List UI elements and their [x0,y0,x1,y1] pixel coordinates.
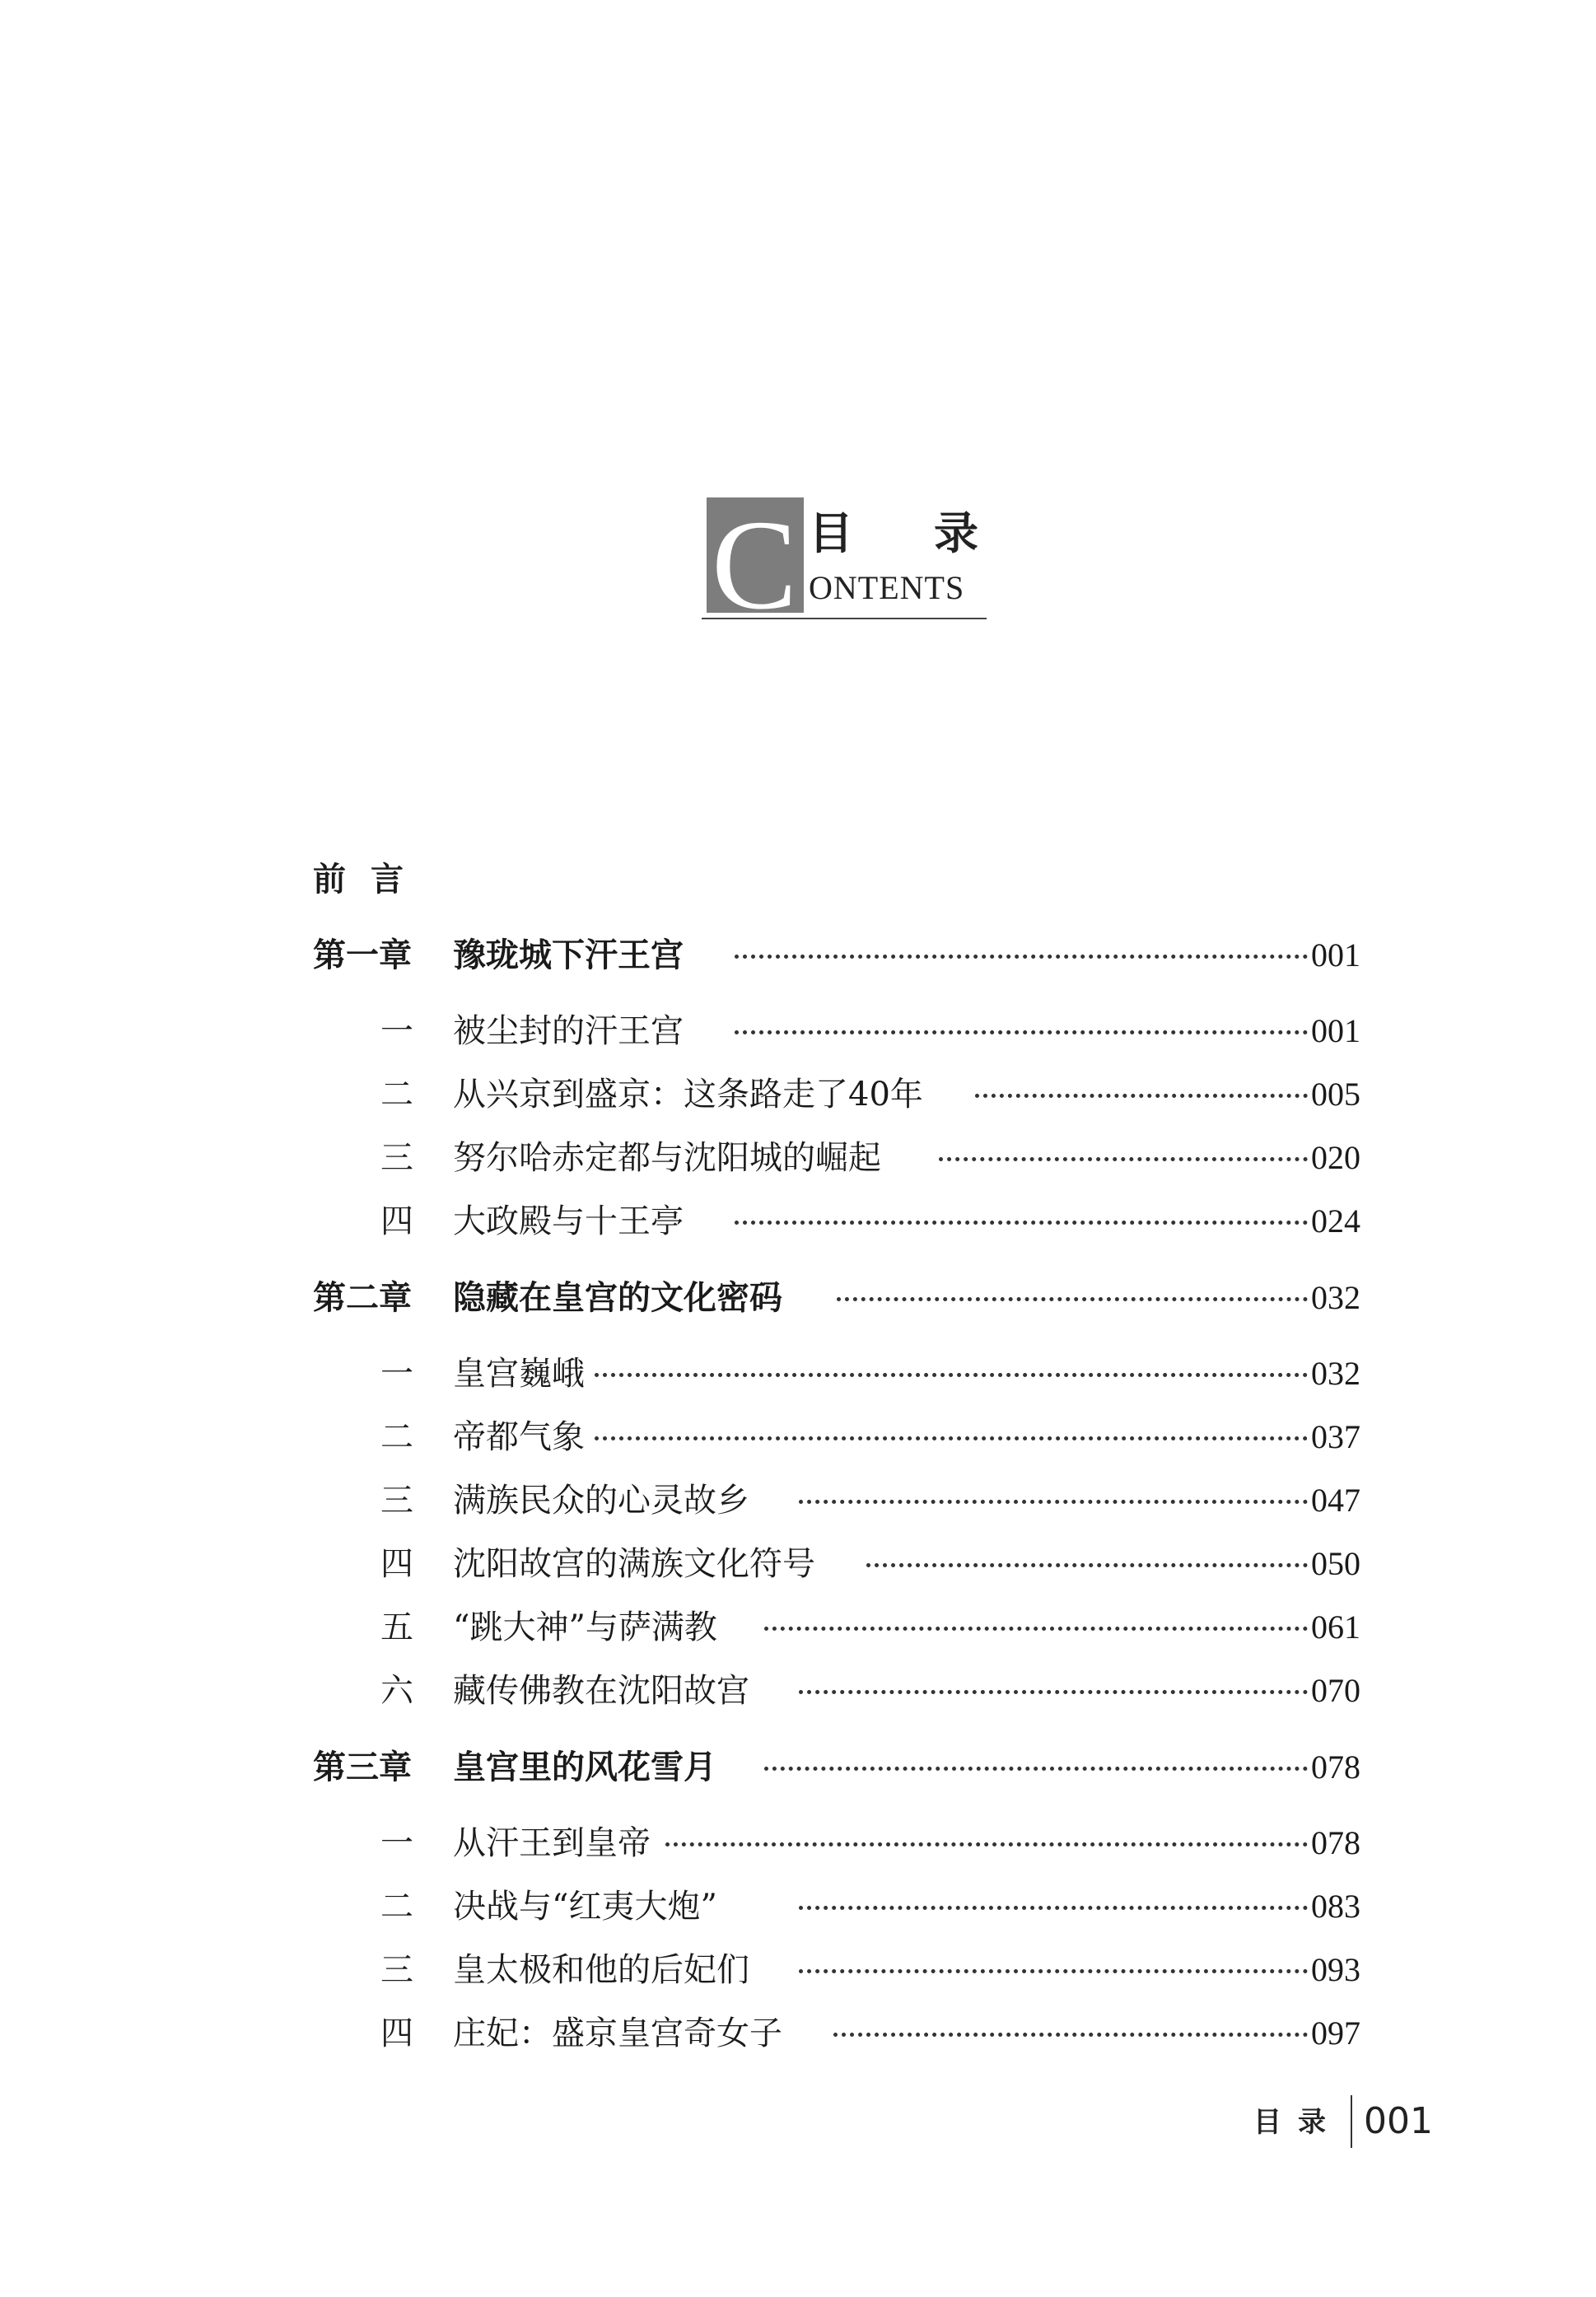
dot-leader [939,1157,1308,1161]
page-number: 020 [1311,1139,1360,1176]
section-title: 被尘封的汗王宫 [453,1012,684,1050]
toc-preface-row[interactable] [0,855,1596,904]
toc-section-row[interactable] [0,1006,1596,1056]
footer-page-number: 001 [1364,2100,1433,2142]
toc-section-row[interactable] [0,1882,1596,1931]
section-title: 皇宫巍峨 [453,1355,585,1393]
section-number: 四 [380,2015,413,2052]
dot-leader [866,1563,1308,1567]
section-title: 庄妃：盛京皇宫奇女子 [453,2015,782,2052]
contents-initial-letter: C [712,497,798,613]
dot-leader [665,1842,1308,1846]
header-underline [702,618,987,619]
section-number: 一 [380,1824,413,1862]
section-title: 大政殿与十王亭 [453,1202,684,1240]
section-title: 沈阳故宫的满族文化符号 [453,1545,815,1583]
page-number: 001 [1311,936,1360,973]
section-number: 二 [380,1888,413,1926]
section-number: 四 [380,1545,413,1583]
dot-leader [837,1297,1308,1301]
toc-chapter-row[interactable] [0,1743,1596,1792]
page-number: 032 [1311,1355,1360,1392]
toc-chapter-row[interactable] [0,1273,1596,1323]
section-title: 决战与“红夷大炮” [453,1888,717,1926]
footer-divider [1351,2095,1352,2148]
dot-leader [735,955,1308,959]
toc-section-row[interactable] [0,1945,1596,1995]
page-title [809,507,978,560]
toc-section-row[interactable] [0,1539,1596,1589]
page-number: 047 [1311,1482,1360,1519]
dot-leader [764,1627,1308,1631]
page-title-english: ONTENTS [809,569,965,606]
section-number: 三 [380,1482,413,1520]
page-number: 078 [1311,1748,1360,1786]
dot-leader [799,1969,1308,1973]
page-number: 050 [1311,1545,1360,1582]
dot-leader [595,1436,1308,1440]
section-title: 帝都气象 [453,1418,585,1456]
toc-section-row[interactable] [0,1603,1596,1652]
toc-section-row[interactable] [0,1070,1596,1119]
page-title-char-2: 录 [934,507,978,559]
page-number: 070 [1311,1672,1360,1709]
dot-leader [735,1221,1308,1225]
dot-leader [833,2033,1308,2037]
dot-leader [799,1906,1308,1910]
toc-section-row[interactable] [0,1412,1596,1462]
section-title: 皇太极和他的后妃们 [453,1951,749,1989]
dot-leader [799,1500,1308,1504]
toc-section-row[interactable] [0,1349,1596,1398]
dot-leader [799,1690,1308,1694]
section-number: 三 [380,1951,413,1989]
page-number: 005 [1311,1076,1360,1113]
page-number: 097 [1311,2015,1360,2052]
chapter-title: 皇宫里的风花雪月 [453,1748,716,1786]
toc-section-row[interactable] [0,1197,1596,1246]
page-title-char-1: 目 [809,507,853,559]
page-number: 083 [1311,1888,1360,1925]
dot-leader [764,1767,1308,1771]
toc-section-row[interactable] [0,1818,1596,1868]
toc-section-row[interactable] [0,1476,1596,1525]
dot-leader [975,1094,1308,1098]
dot-leader [595,1373,1308,1377]
toc-preface-label: 前言 [313,861,428,899]
section-number: 四 [380,1202,413,1240]
section-title: 藏传佛教在沈阳故宫 [453,1672,749,1710]
toc-section-row[interactable] [0,1133,1596,1183]
chapter-label: 第三章 [313,1748,412,1786]
section-title: 努尔哈赤定都与沈阳城的崛起 [453,1139,881,1177]
section-number: 一 [380,1012,413,1050]
chapter-title: 隐藏在皇宫的文化密码 [453,1279,782,1317]
dot-leader [735,1030,1308,1034]
section-number: 五 [380,1608,413,1646]
section-number: 一 [380,1355,413,1393]
section-number: 六 [380,1672,413,1710]
contents-header [702,497,987,619]
chapter-label: 第二章 [313,1279,412,1317]
page-number: 078 [1311,1824,1360,1861]
section-title: 从兴京到盛京：这条路走了40年 [453,1076,923,1113]
chapter-title: 豫珑城下汗王宫 [453,936,684,974]
page-number: 032 [1311,1279,1360,1316]
page-number: 037 [1311,1418,1360,1455]
page-number: 093 [1311,1951,1360,1988]
section-title: 从汗王到皇帝 [453,1824,651,1862]
chapter-label: 第一章 [313,936,412,974]
page-number: 001 [1311,1012,1360,1049]
section-title: 满族民众的心灵故乡 [453,1482,749,1520]
section-number: 二 [380,1418,413,1456]
toc-section-row[interactable] [0,1666,1596,1716]
section-number: 三 [380,1139,413,1177]
toc-chapter-row[interactable] [0,931,1596,980]
toc-section-row[interactable] [0,2009,1596,2058]
section-number: 二 [380,1076,413,1113]
contents-initial-box [707,497,804,613]
footer-section-label: 目录 [1253,2106,1342,2139]
page-number: 024 [1311,1202,1360,1240]
page-number: 061 [1311,1608,1360,1646]
section-title: “跳大神”与萨满教 [453,1608,717,1646]
